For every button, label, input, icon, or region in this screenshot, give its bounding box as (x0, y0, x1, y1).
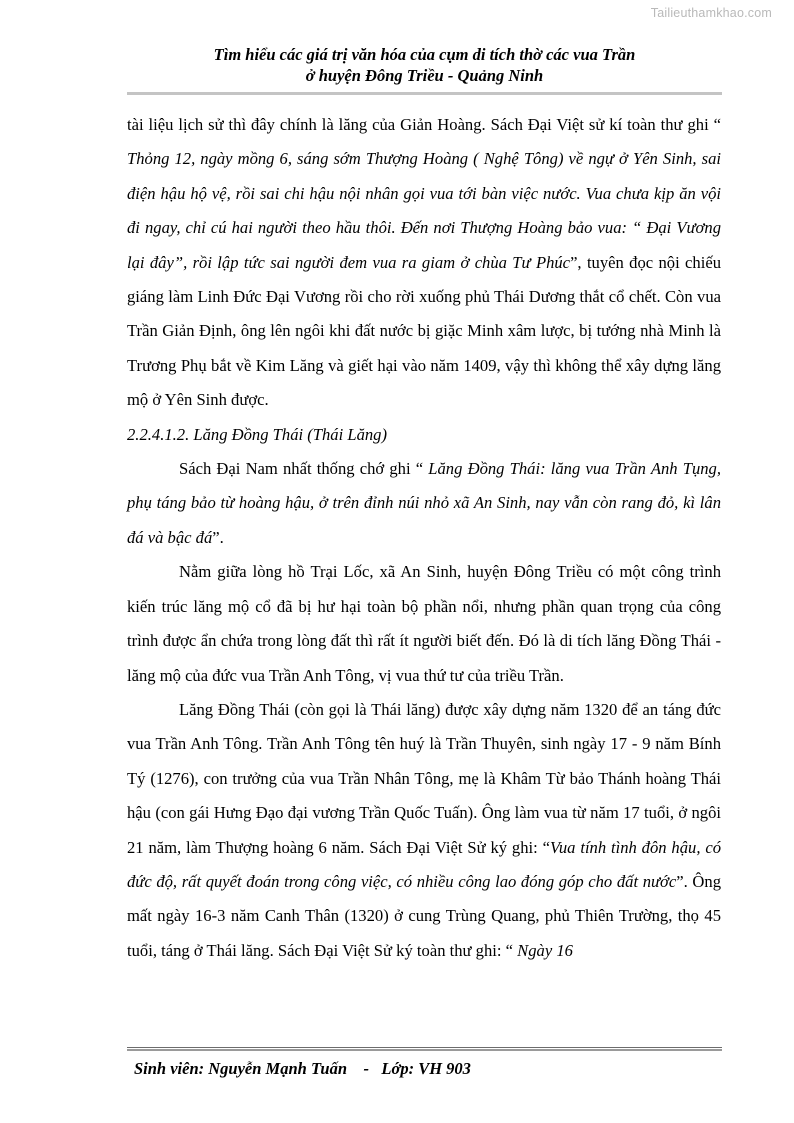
paragraph-4-run-1: Lăng Đồng Thái (còn gọi là Thái lăng) được xây dựng năm 1320 để an táng đức vua Trần Anh Tông. Trần Anh Tông tên huý là Trần Thuyên, sinh ngày 17 - 9 năm Bính Tý (1276), con trưởng của vua Trần Nhân Tông, mẹ là Khâm Từ bảo Thánh hoàng Thái hậu (con gái Hưng Đạo đại vương Trần Quốc Tuấn). Ông làm vua từ năm 17 tuổi, ở ngôi 21 năm, làm Thượng hoàng 6 năm. Sách Đại Việt Sử ký ghi: “ (127, 699, 721, 857)
section-heading-2-2-4-1-2: 2.2.4.1.2. Lăng Đồng Thái (Thái Lăng) (127, 424, 387, 444)
running-header-line-1: Tìm hiểu các giá trị văn hóa của cụm di tích thờ các vua Trần (213, 45, 636, 64)
paragraph-1-quote-italic: Thỏng 12, ngày mồng 6, sáng sớm Thượng Hoàng ( Nghệ Tông) về ngự ở Yên Sinh, sai điện hậu hộ vệ, rồi sai chi hậu nội nhân gọi vua tới bàn việc nước. Vua chưa kịp ăn vội đi ngay, chỉ cú hai người theo hầu thôi. Đến nơi Thượng Hoàng bảo vua: “ Đại Vương lại đây”, rồi lập tức sai người đem vua ra giam ở chùa Tư Phúc (127, 149, 721, 272)
paragraph-1 (127, 108, 721, 418)
header-divider-rule (127, 92, 722, 95)
paragraph-4-quote-italic: Vua tính tình đôn hậu, có đức độ, rất quyết đoán trong công việc, có nhiều công lao đóng góp cho đất nước (127, 837, 722, 891)
paragraph-2 (127, 452, 721, 555)
paragraph-1-run-1: tài liệu lịch sử thì đây chính là lăng của Giản Hoàng. Sách Đại Việt sử kí toàn thư ghi “ (127, 115, 721, 134)
paragraph-4 (127, 693, 721, 968)
paragraph-2-quote-italic: Lăng Đồng Thái: lăng vua Trần Anh Tụng, phụ táng bảo từ hoàng hậu, ở trên đỉnh núi nhỏ xã An Sinh, nay vẫn còn rang đỏ, kì lân đá và bậc đá (127, 459, 722, 547)
running-header (127, 44, 722, 86)
paragraph-2-run-3: ”. (212, 527, 224, 547)
paragraph-1-run-3: ”, tuyên đọc nội chiếu giáng làm Linh Đức Đại Vương rồi cho rời xuống phủ Thái Dương thắt cổ chết. Còn vua Trần Giản Định, ông lên ngôi khi đất nước bị giặc Minh xâm lược, bị tướng nhà Minh là Trương Phụ bắt về Kim Lăng và giết hại vào năm 1409, vậy thì không thể xây dựng lăng mộ ở Yên Sinh được. (127, 252, 721, 410)
paragraph-4-run-3: ”. Ông mất ngày 16-3 năm Canh Thân (1320) ở cung Trùng Quang, phủ Thiên Trường, thọ 45 tuổi, táng ở Thái lăng. Sách Đại Việt Sử ký toàn thư ghi: “ (127, 871, 721, 960)
running-footer: Sinh viên: Nguyễn Mạnh Tuấn - Lớp: VH 903 (134, 1059, 471, 1078)
watermark-text: Tailieuthamkhao.com (650, 6, 772, 20)
footer-divider-rule (127, 1047, 722, 1051)
paragraph-3 (127, 555, 721, 693)
document-body (127, 108, 721, 968)
paragraph-2-run-1: Sách Đại Nam nhất thống chớ ghi “ (179, 459, 429, 479)
running-header-line-2: ở huyện Đông Triều - Quảng Ninh (305, 66, 544, 85)
paragraph-3-run-1: Nằm giữa lòng hồ Trại Lốc, xã An Sinh, huyện Đông Triều có một công trình kiến trúc lăng mộ cổ đã bị hư hại toàn bộ phần nổi, nhưng phần quan trọng của công trình được ẩn chứa trong lòng đất thì rất ít người biết đến. Đó là di tích lăng Đồng Thái - lăng mộ của đức vua Trần Anh Tông, vị vua thứ tư của triều Trần. (127, 562, 721, 685)
paragraph-4-quote-italic-2: Ngày 16 (517, 940, 573, 960)
